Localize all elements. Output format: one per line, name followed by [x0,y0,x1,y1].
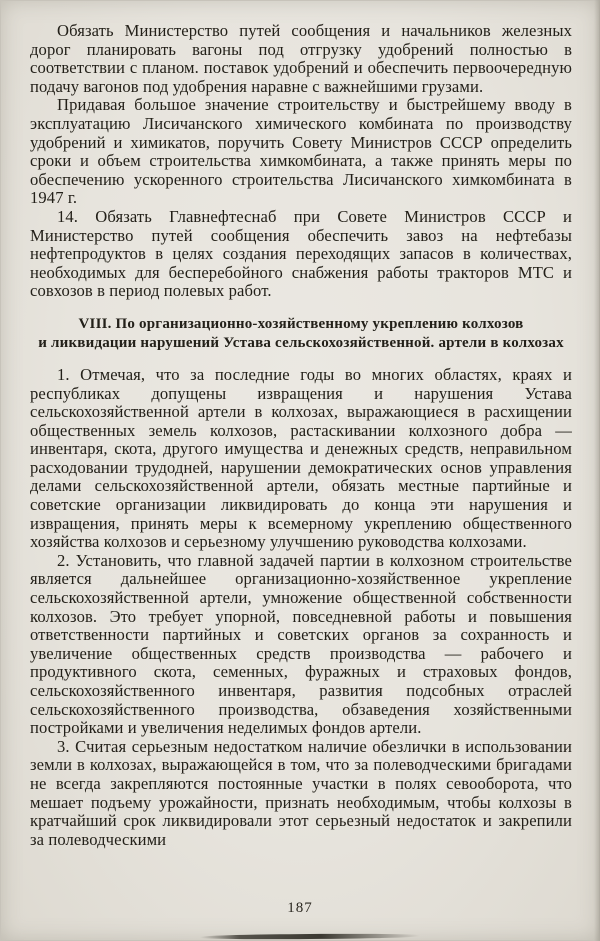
scan-edge-shadow [594,0,600,941]
body-paragraph: 1. Отмечая, что за последние годы во многих областях, краях и республиках допущены извращения и нарушения Устава сельскохозяйственной артели в колхозах, выражающиеся в расхищении общественных земель колхозов, растаскивании колхозного добра — инвентаря, скота, другого имущества и денежных средств, неправильном расходовании трудодней, нарушении демократических основ управления делами сельскохозяйственной артели, обязать местные партийные и советские организации ликвидировать до конца эти нарушения и извращения, принять меры к всемерному укреплению общественного хозяйства колхозов и серьезному улучшению руководства колхозами. [30,364,572,552]
section-heading-line1: VIII. По организационно-хозяйственному укреплению колхозов [78,315,524,332]
body-paragraph: 14. Обязать Главнефтеснаб при Совете Министров СССР и Министерство путей сообщения обеспечить завоз на нефтебазы нефтепродуктов в целях создания переходящих запасов в количествах, необходимых для бесперебойного снабжения работы тракторов МТС и совхозов в период полевых работ. [30,206,572,301]
section-heading [30,315,572,353]
text-block [30,22,572,849]
body-paragraph: Придавая большое значение строительству и быстрейшему вводу в эксплуатацию Лисичанского химического комбината по производству удобрений и химикатов, поручить Совету Министров СССР определить сроки и объем строительства химкомбината, а также принять меры по обеспечению ускоренного строительства Лисичанского химкомбината в 1947 г. [30,95,572,208]
body-paragraph: Обязать Министерство путей сообщения и начальников железных дорог планировать вагоны под отгрузку удобрений полностью в соответствии с планом. поставок удобрений и обеспечить первоочередную подачу вагонов под удобрения наравне с важнейшими грузами. [30,21,572,96]
scan-artifact-line [200,933,420,940]
page-number: 187 [287,900,313,916]
section-heading-line2: и ликвидации нарушений Устава сельскохозяйственной. артели в колхозах [38,334,564,351]
body-paragraph: 2. Установить, что главной задачей партии в колхозном строительстве является дальнейшее организационно-хозяйственное укрепление сельскохозяйственной артели, умножение общественной собственности колхозов. Это требует упорной, повседневной работы и повышения ответственности партийных и советских органов за сохранность и увеличение общественных средств производства — рабочего и продуктивного скота, семенных, фуражных и страховых фондов, сельскохозяйственного инвентаря, развития подсобных отраслей сельскохозяйственного производства, обзаведения хозяйственными постройками и увеличения неделимых фондов артели. [30,550,572,738]
body-paragraph: 3. Считая серьезным недостатком наличие обезлички в использовании земли в колхозах, выражающейся в том, что за полеводческими бригадами не всегда закрепляются постоянные участки в полях севооборота, что мешает подъему урожайности, признать необходимым, чтобы колхозы в кратчайший срок ликвидировали этот серьезный недостаток и закрепили за полеводческими [30,736,572,849]
